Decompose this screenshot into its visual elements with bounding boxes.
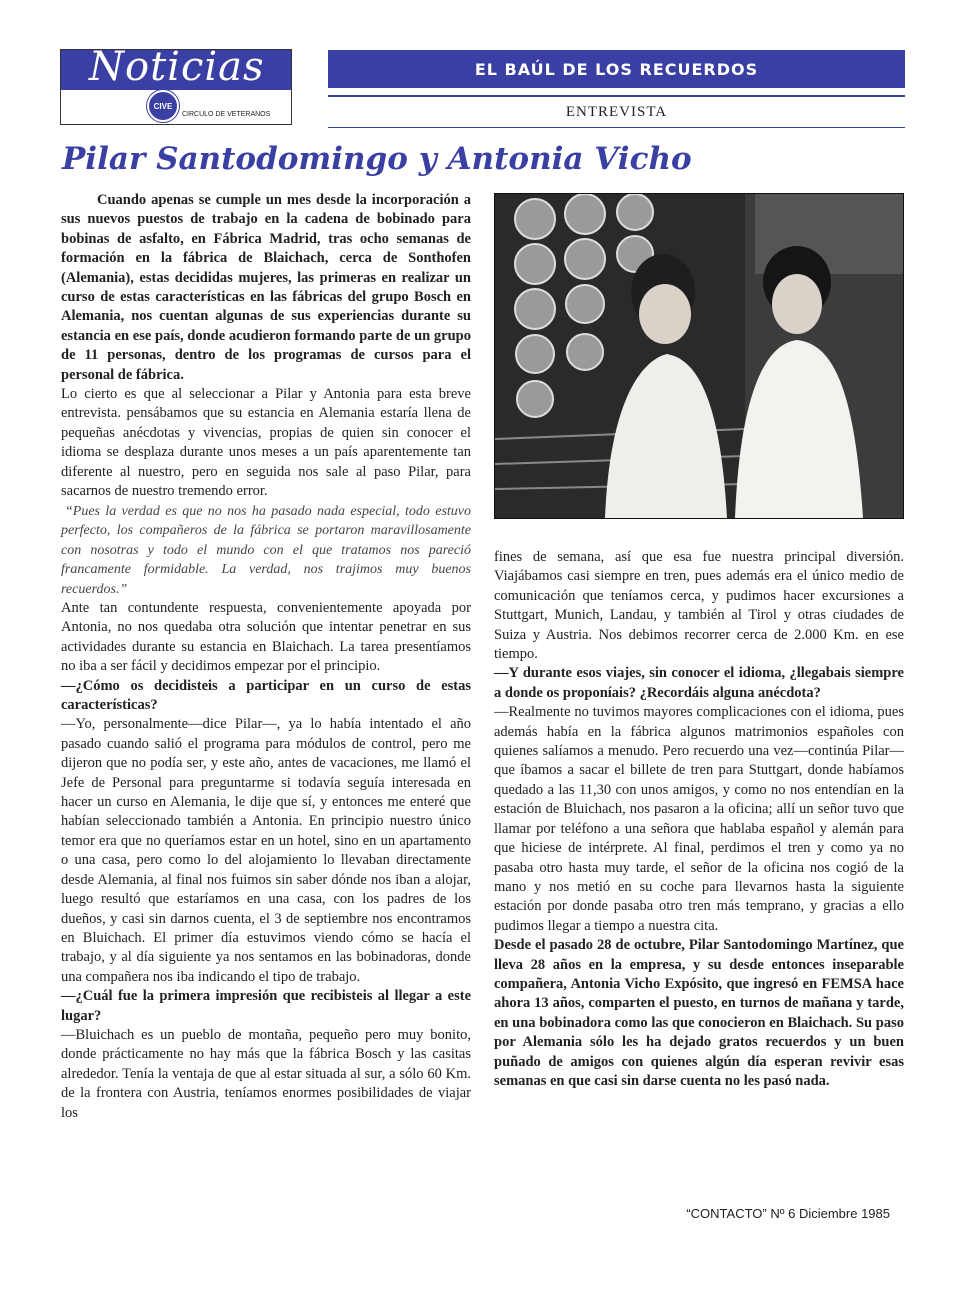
interview-answer: —Realmente no tuvimos mayores complicaciones con el idioma, pues además había en la fábrica algunos matrimonios españoles con quienes salíamos a menudo. Pero recuerdo una vez—continúa Pilar—que íbamos a sacar el billete de tren para Stuttgart, donde habíamos quedado a las 11,30 con unos amigos, y como no nos entendían en la estación de Bluichach, nos pasaron a la oficina; allí un señor tuvo que llamar por teléfono a una señora que hablaba español y alemán para que hiciese de intérprete. Al final, perdimos el tren y como ya no pasaba otro hasta muy tarde, el señor de la oficina nos cogió de la mano y nos metió en su coche para llevarnos hasta la siguiente estación por donde pasaba otro tren más temprano, y gracias a ello pudimos llegar a tiempo a nuestra cita.	[494, 704, 904, 934]
article-title: Pilar Santodomingo y Antonia Vicho	[62, 141, 692, 177]
interview-question: —Y durante esos viajes, sin conocer el idioma, ¿llegabais siempre a donde os proponíais? ¿Recordáis alguna anécdota?	[494, 665, 904, 701]
noticias-logo	[60, 44, 292, 125]
article-paragraph: Lo cierto es que al seleccionar a Pilar y Antonia para esta breve entrevista. pensábamos que su estancia en Alemania estaría llena de pequeñas anécdotas y vivencias, propias de quien sin conocer el idioma se desplaza durante unos meses a un país aparentemente tan diferente al nuestro, pero en seguida nos sale al paso Pilar, para sacarnos de nuestro tremendo error.	[61, 386, 471, 500]
article-paragraph: Ante tan contundente respuesta, convenientemente apoyada por Antonia, no nos quedaba otra solución que intentar penetrar en sus actividades durante su estancia en Blaichach. La tarea presentíamos no iba a ser fácil y decidimos empezar por el principio.	[61, 600, 471, 675]
bobbin-machine-photo	[495, 194, 903, 518]
article-closing: Desde el pasado 28 de octubre, Pilar Santodomingo Martínez, que lleva 28 años en la empresa, y su desde entonces inseparable compañera, Antonia Vicho Expósito, que ingresó en FEMSA hace ahora 13 años, comparten el puesto, en turnos de mañana y tarde, en una bobinadora como las que conocieron en Blaichach. Su paso por Alemania sólo les ha dejado gratos recuerdos y un buen puñado de amigos con quienes algún día esperan revivir esas semanas en que casi sin darse cuenta no les pasó nada.	[494, 937, 904, 1089]
interview-answer: fines de semana, así que esa fue nuestra principal diversión. Viajábamos casi siempre en tren, pues además era el único medio de comunicación que teníamos cerca, y pudimos hacer excursiones a Stuttgart, Munich, Landau, y también al Tirol y otras ciudades de Suiza y Austria. Nos debimos recorrer cerca de 2.000 Km. en ese tiempo.	[494, 549, 904, 663]
article-lead: Cuando apenas se cumple un mes desde la incorporación a sus nuevos puestos de trabajo en la cadena de bobinado para bobinas de asfalto, en Fábrica Madrid, tras ocho semanas de formación en la fábrica de Blaichach, cerca de Sonthofen (Alemania), estas decididas mujeres, las primeras en realizar un curso de estas características en las fábricas del grupo Bosch en Alemania, nos cuentan algunas de sus experiencias durante su estancia en ese país, donde acudieron formando parte de un grupo de 11 personas, dentro de los programas de cursos para el personal de fábrica.	[61, 192, 471, 383]
interview-answer: —Bluichach es un pueblo de montaña, pequeño pero muy bonito, donde prácticamente no hay más que la fábrica Bosch y las casitas alrededor. Tenía la ventaja de que al estar situada al sur, a sólo 60 Km. de la frontera con Austria, teníamos enormes posibilidades de viajar los	[61, 1026, 471, 1121]
interview-answer: —Yo, personalmente—dice Pilar—, ya lo había intentado el año pasado cuando salió el programa para módulos de control, pero me dijeron que no podía ser, y este año, antes de vacaciones, me llamó el Jefe de Personal para preguntarme si todavía seguía interesada en hacer un curso en Alemania, le dije que sí, y entonces me enteré que habían seleccionado también a Antonia. En principio nuestro único temor era que no queríamos estar en un hotel, sino en un apartamento o una casa, pero como lo del alojamiento lo llevaban directamente desde Alemania, al final nos fuimos sin saber dónde nos iban a alojar, luego resultó que estaríamos en una casa, con los padres de los dueños, y casi sin darnos cuenta, el 3 de septiembre nos encontramos en Bluichach. El primer día estuvimos viendo cómo se hacía el trabajo, y al día siguiente ya nos sentamos en las bobinadoras, donde una compañera nos iba indicando el tipo de trabajo.	[61, 716, 471, 985]
interview-question: —¿Cuál fue la primera impresión que recibisteis al llegar a este lugar?	[61, 988, 471, 1024]
article-photo	[494, 193, 904, 519]
header-rule	[328, 95, 905, 97]
article-column-left	[61, 191, 471, 1123]
logo-word: Noticias	[89, 44, 265, 90]
cive-badge-icon: CIVE	[147, 90, 179, 122]
section-label: ENTREVISTA	[565, 104, 668, 120]
interview-question: —¿Cómo os decidisteis a participar en un curso de estas características?	[61, 677, 471, 714]
header-rule-lower	[328, 127, 905, 128]
article-quote: “Pues la verdad es que no nos ha pasado nada especial, todo estuvo perfecto, los compañeros de la fábrica se portaron maravillosamente con nosotras y todo el mundo con el que tratamos nos pareció francamente formidable. La verdad, nos trajimos muy buenos recuerdos.”	[61, 503, 471, 597]
section-banner: EL BAÚL DE LOS RECUERDOS	[328, 50, 905, 88]
logo-subtitle: CIRCULO DE VETERANOS	[182, 111, 271, 118]
article-column-right	[494, 548, 904, 1091]
logo-band	[61, 44, 291, 90]
publication-credit: “CONTACTO” Nº 6 Diciembre 1985	[686, 1206, 890, 1221]
